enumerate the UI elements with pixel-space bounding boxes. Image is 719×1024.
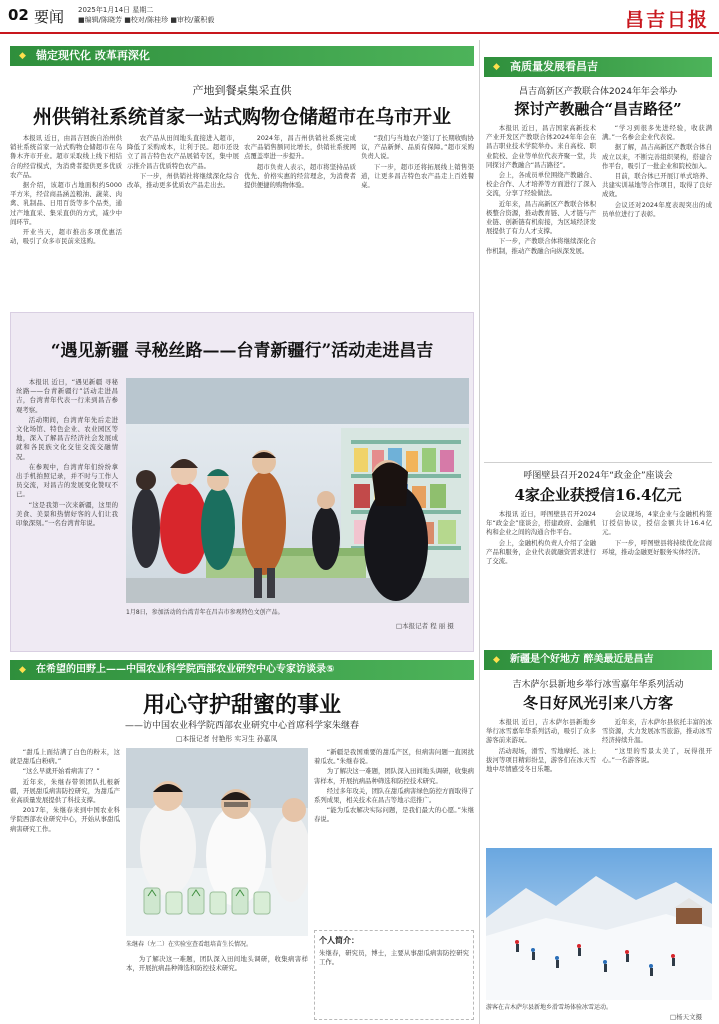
issue-date: 2025年1月14日 星期二 — [78, 6, 154, 14]
section-name: 要闻 — [34, 8, 65, 26]
paragraph: “我们与当地农户签订了长期收购协议，产品新鲜、品质有保障。”超市采购负责人说。 — [361, 134, 474, 161]
story6-col2 — [602, 718, 712, 844]
paragraph: 2017年，朱继春来到中国农业科学院西部农业研究中心，开始从事甜瓜病害研究工作。 — [10, 806, 120, 833]
paragraph: 本报讯 近日，由昌吉回族自治州供销社系统首家一站式购物仓储超市在乌鲁木齐市开业。超市采取线上线下相结合的经营模式，为消费者提供更多优质农产品。 — [10, 134, 122, 179]
story5-headline: 4家企业获授信16.4亿元 — [514, 486, 682, 504]
paragraph: 下一步，州供销社将继续深化综合改革，推动更多优质农产品走出去。 — [127, 171, 239, 190]
section-band-interview: ◆ 在希望的田野上——中国农业科学院西部农业研究中心专家访谈录⑤ — [10, 660, 474, 680]
story4-col1 — [486, 124, 596, 458]
paragraph: 会上，金融机构负责人介绍了金融产品和服务，企业代表就融资需求进行了交流。 — [486, 538, 596, 566]
paragraph: 在参观中，台湾青年们纷纷拿出手机拍照记录，并不时与工作人员交流，对昌吉的发展变化赞叹不已。 — [16, 462, 118, 499]
paragraph: 近年来，吉木萨尔县依托丰富的冰雪资源，大力发展冰雪旅游，推动冰雪经济持续升温。 — [602, 718, 712, 745]
story3-photo-caption: 朱继春（左二）在实验室查看组培苗生长情况。 — [126, 941, 253, 948]
story6-col1 — [486, 718, 596, 844]
paragraph: 活动现场，滑雪、雪地摩托、冰上拔河等项目精彩纷呈，游客们在冰天雪地中尽情感受冬日乐趣。 — [486, 746, 596, 774]
story3-photo — [126, 748, 308, 936]
story4-kicker: 昌吉高新区产教联合体2024年年会举办 — [519, 87, 677, 97]
story3-subhead: ——访中国农业科学院西部农业研究中心首席科学家朱继春 — [124, 721, 359, 731]
lab-photo — [126, 748, 308, 936]
paragraph: 超市负责人表示，超市将坚持品质优先、价格实惠的经营理念，为消费者提供便捷的购物体验。 — [244, 162, 356, 190]
paragraph: 会议还对2024年度表现突出的成员单位进行了表彰。 — [602, 200, 712, 218]
paragraph: 开业当天，超市推出多项优惠活动，吸引了众多市民前来选购。 — [10, 228, 122, 246]
paragraph: 近年来，朱继春带领团队扎根新疆，开展甜瓜病害防控研究，为甜瓜产业高质量发展提供了科技支撑。 — [10, 777, 120, 805]
paragraph: “这里的雪景太美了，玩得很开心。”一名游客说。 — [602, 746, 712, 764]
paragraph: 本报讯 近日，昌吉国家高新技术产业开发区产教联合体2024年年会在昌吉职业技术学院举办。来自高校、职业院校、企业等单位代表齐聚一堂，共同探讨产教融合“昌吉路径”。 — [486, 124, 596, 169]
paragraph: 下一步，超市还将拓展线上销售渠道，让更多昌吉特色农产品走上百姓餐桌。 — [361, 162, 474, 190]
story5-kicker: 呼图壁县召开2024年“政金企”座谈会 — [523, 471, 673, 481]
masthead — [0, 0, 719, 34]
paragraph: 本报讯 近日，呼图壁县召开2024年“政金企”座谈会，搭建政府、金融机构和企业之间的沟通合作平台。 — [486, 510, 596, 537]
paragraph: 本报讯 近日，“遇见新疆 寻秘丝路——台青新疆行”活动走进昌吉，台湾青年代表一行来到昌吉参观考察。 — [16, 378, 118, 414]
paragraph: “这是我第一次来新疆，这里的美食、美景和热情好客的人们让我印象深刻。”一名台湾青年说。 — [16, 500, 118, 528]
story2-photo — [126, 378, 469, 603]
divider — [484, 462, 712, 463]
story1-kicker: 产地到餐桌集采直供 — [192, 84, 292, 97]
issue-info — [78, 5, 214, 25]
story2-headline: “遇见新疆 寻秘丝路——台青新疆行”活动走进昌吉 — [50, 341, 434, 361]
paragraph: 为了解决这一难题，团队深入田间地头调研，收集病害样本，开展抗病品种筛选和防控技术研究。 — [126, 955, 308, 973]
story6-photo — [486, 848, 712, 1000]
story1-headline: 州供销社系统首家一站式购物仓储超市在乌市开业 — [32, 106, 451, 128]
story2-caption: 1月8日，参加活动的台湾青年在昌吉市参观特色文创产品。 — [126, 609, 284, 616]
story3-byline: □本报记者 付艳彤 实习生 孙嘉凤 — [176, 735, 278, 743]
paragraph: 目前，联合体已开展订单式培养、共建实训基地等合作项目，取得了良好成效。 — [602, 172, 712, 199]
paragraph: 农产品从田间地头直接进入超市，降低了采购成本，让利于民。超市还设立了昌吉特色农产品展销专区，集中展示推介昌吉优质特色农产品。 — [127, 134, 239, 170]
paragraph: 下一步，呼图壁县将持续优化营商环境，推动金融更好服务实体经济。 — [602, 538, 712, 556]
story4-col2 — [602, 124, 712, 458]
story6-kicker: 吉木萨尔县新地乡举行冰雪嘉年华系列活动 — [512, 680, 684, 690]
story6-credit: □杨天文摄 — [670, 1013, 703, 1021]
story6-headline: 冬日好风光引来八方客 — [522, 694, 673, 712]
paragraph: 近年来，昌吉高新区产教联合体积极整合资源，推动教育链、人才链与产业链、创新链有机衔接，为区域经济发展提供了有力人才支撑。 — [486, 199, 596, 236]
museum-visit-photo — [126, 378, 469, 603]
ski-resort-photo — [486, 848, 712, 1000]
paragraph: 2024年，昌吉州供销社系统完成农产品销售额同比增长，供销社系统网点覆盖率进一步提升。 — [244, 134, 356, 161]
profile-box — [314, 930, 474, 1020]
paragraph: 据介绍，该超市占地面积约5000平方米，经营商品涵盖粮油、蔬菜、肉禽、乳制品、日用百货等多个品类，通过产地直采、集采直供的方式，减少中间环节。 — [10, 181, 122, 226]
story4-headline: 探讨产教融合“昌吉路径” — [514, 100, 682, 118]
paragraph: 据了解，昌吉高新区产教联合体自成立以来，不断完善组织架构，搭建合作平台，吸引了一批企业和院校加入。 — [602, 143, 712, 170]
paragraph: 为了解决这一难题，团队深入田间地头调研，收集病害样本，开展抗病品种筛选和防控技术研究。 — [314, 767, 474, 785]
paragraph: 活动期间，台湾青年先后走进文化场馆、特色企业、农业园区等地，深入了解昌吉经济社会发展成就和各民族文化交往交流交融情况。 — [16, 415, 118, 461]
story2-credit: □本报记者 程 丽 摄 — [396, 622, 454, 630]
story1-col4 — [361, 134, 474, 306]
story3-col3 — [126, 955, 308, 1024]
profile-title: 个人简介： — [319, 936, 359, 945]
story5-col2 — [602, 510, 712, 638]
story6-caption: 游客在吉木萨尔县新地乡滑雪场体验冰雪运动。 — [486, 1004, 613, 1011]
paragraph: “这么早就开始看病害了？” — [22, 767, 100, 776]
story1-col2 — [127, 134, 239, 306]
profile-text: 朱继春，研究员，博士，主要从事甜瓜病害防控研究工作。 — [319, 949, 469, 967]
paragraph: 会上，各成员单位围绕产教融合、校企合作、人才培养等方面进行了深入交流，分享了经验做法。 — [486, 171, 596, 198]
paragraph: “能为瓜农解决实际问题，是我们最大的心愿。”朱继春说。 — [314, 806, 474, 824]
section-band-left: ◆ 锚定现代化 改革再深化 — [10, 46, 474, 66]
paragraph: “学习到很多先进经验，收获满满。”一名参会企业代表说。 — [602, 124, 712, 142]
section-band-right-top: ◆ 高质量发展看昌吉 — [484, 57, 712, 77]
story1-col3 — [244, 134, 356, 306]
story5-col1 — [486, 510, 596, 638]
editor-line: ■编辑/陈晓芳 ■校对/陈桂珍 ■审校/董积毅 — [78, 16, 215, 24]
story1-col1 — [10, 134, 122, 306]
paragraph: “新疆是我国重要的甜瓜产区，但病害问题一直困扰着瓜农。”朱继春说。 — [314, 748, 474, 766]
column-rule — [479, 40, 480, 1024]
story3-col1 — [10, 748, 120, 1024]
paragraph: 经过多年攻关，团队在甜瓜病害绿色防控方面取得了系列成果，相关技术在昌吉等地示范推广。 — [314, 786, 474, 805]
paragraph: 会议现场，4家企业与金融机构签订授信协议，授信金额共计16.4亿元。 — [602, 510, 712, 537]
paragraph: 本报讯 近日，吉木萨尔县新地乡举行冰雪嘉年华系列活动，吸引了众多游客前来游玩。 — [486, 718, 596, 745]
story2-col1 — [16, 378, 118, 648]
paragraph: “甜瓜上面结满了白色的粉末，这就是甜瓜白粉病。” — [10, 748, 120, 766]
newspaper-logo: 昌吉日报 — [624, 9, 709, 31]
story3-col2 — [314, 748, 474, 920]
story3-headline: 用心守护甜蜜的事业 — [142, 692, 341, 718]
page-number: 02 — [8, 6, 29, 24]
paragraph: 下一步，产教联合体将继续深化合作机制，推动产教融合向纵深发展。 — [486, 237, 596, 255]
section-band-right-bottom: ◆ 新疆是个好地方 醉美最近是昌吉 — [484, 650, 712, 670]
